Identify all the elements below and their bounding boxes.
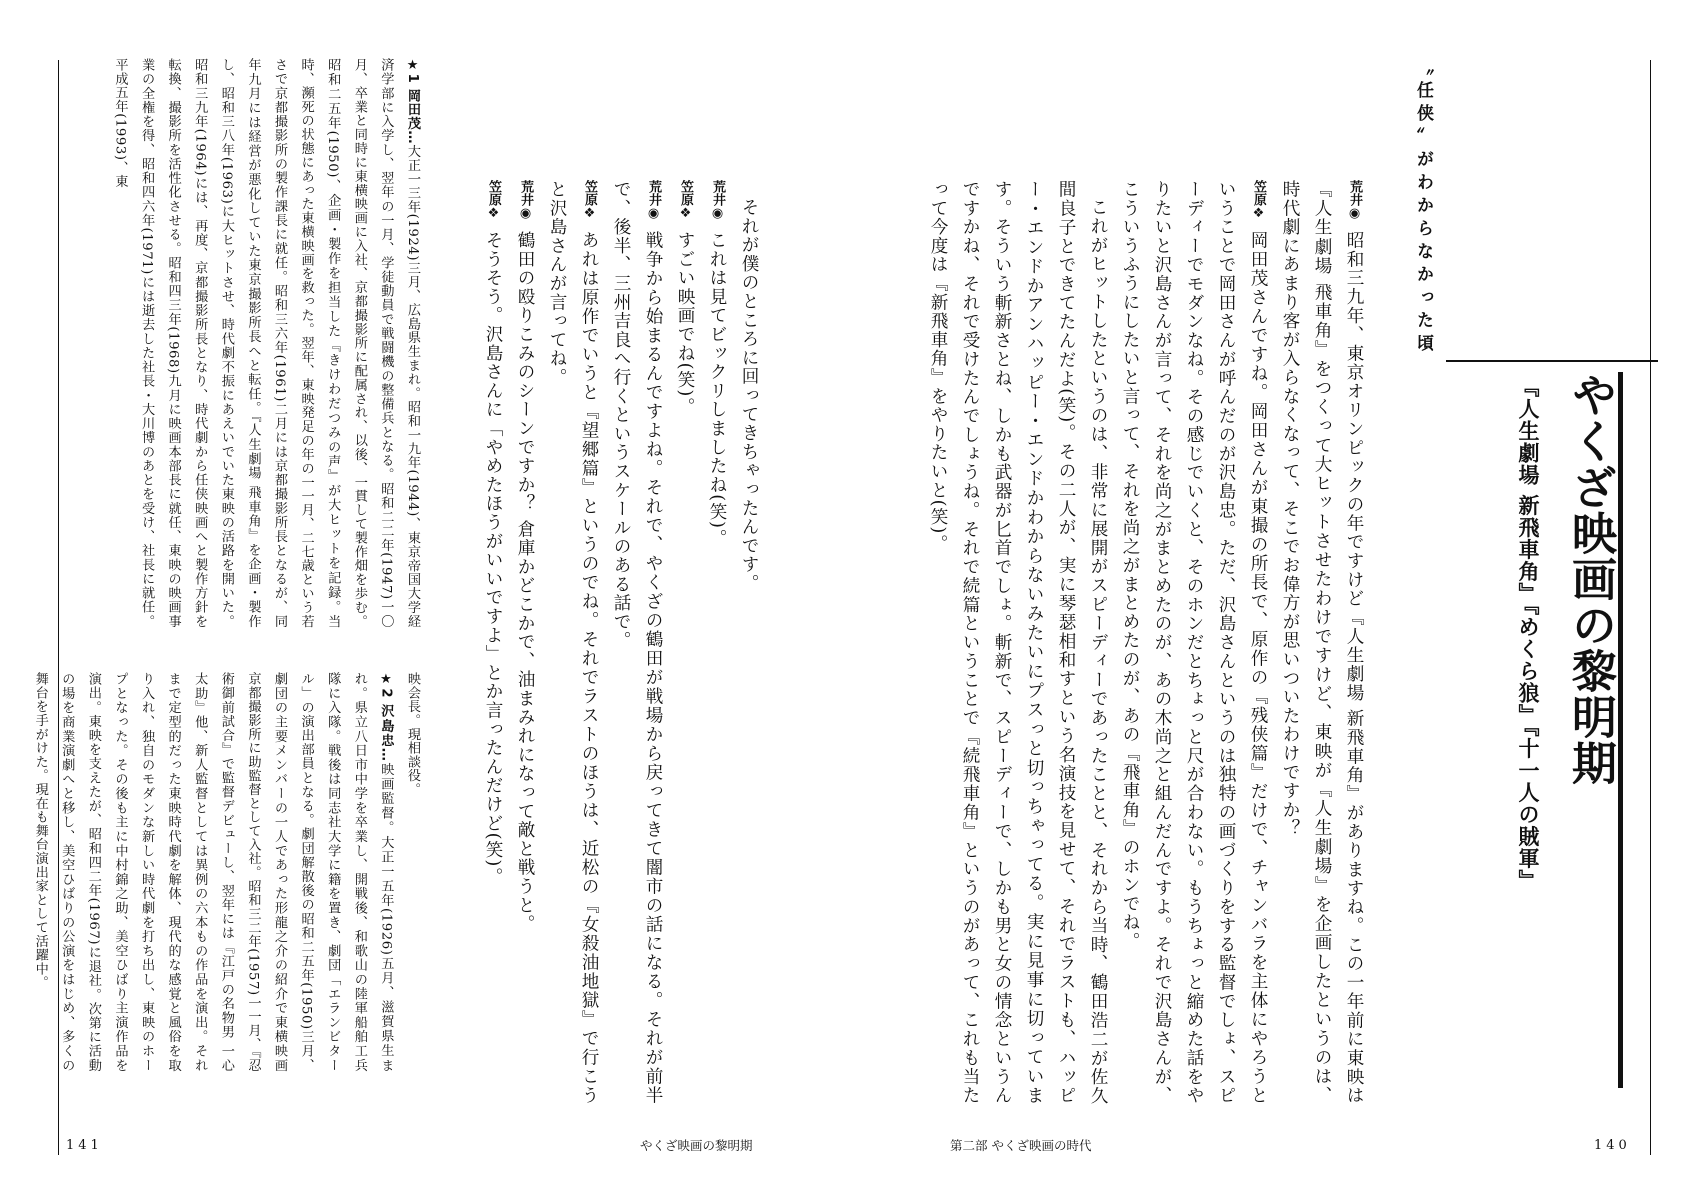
chapter-title: やくざ映画の黎明期 (1564, 372, 1617, 786)
dialogue-turn (477, 180, 509, 1105)
left-page-number: 141 (66, 1138, 103, 1153)
heading-rule (1446, 360, 1658, 362)
dialogue-text: すごい映画でね(笑)。 (675, 231, 695, 417)
footnote-mark: ★2 沢島忠… (378, 672, 394, 762)
chapter-title-box (1564, 372, 1616, 1092)
speaker-label: 笠原❖ (678, 180, 693, 221)
speaker-label: 荒井◉ (646, 180, 661, 221)
footnote-mark: ★1 岡田茂… (405, 58, 420, 145)
dialogue-text: あれは原作でいうと『望郷篇』というのでね。それでラストのほうは、近松の『女殺油地獄』で行こうと沢島さんが言ってね。 (547, 180, 599, 1105)
right-running-head: 第二部 やくざ映画の時代 (950, 1138, 1092, 1153)
footnotes-top-block (95, 58, 425, 628)
footnote (26, 672, 398, 1072)
dialogue-text: 岡田茂さんですね。岡田さんが東撮の所長で、原作の『残侠篇』だけで、チャンバラを主体にやろうということで岡田さんが呼んだのが沢島忠。ただ、沢島さんというのは独特の画づくりをする監督でしょ、スピーディーでモダンなね。その感じでいくと、そのホンだとちょっと尺が合わない。もうちょっと縮めた話をやりたいと沢島さんが言って、それを尚之がまとめたのが、あの木尚之と組んだんですよ。それで沢島さんが、こういうふうにしたいと言って、それを尚之がまとめたのが、あの『飛車角』のホンでね。 (1120, 180, 1268, 1105)
dialogue-text: これがヒットしたというのは、非常に展開がスピーディーであったことと、それから当時、鶴田浩二が佐久間良子とできてたんだよ(笑)。その二人が、実に琴瑟相和すという名演技を見せて、それでラストも、ハッピー・エンドかアンハッピー・エンドかわからないみたいにプスっと切っちゃってる。実に見事に切っています。そういう斬新さとね、しかも武器が匕首でしょ。斬新で、スピーディーで、しかも男と女の情念というんですかね、それで受けたんでしょうね。それで続篇ということで『続飛車角』というのがあって、これも当たって今度は『新飛車角』をやりたいと(笑)。 (928, 180, 1108, 1105)
footnote-text: 映画監督。大正一五年(1926)五月、滋賀県生まれ。県立八日市中学を卒業し、開戦後、和歌山の陸軍船舶工兵隊に入隊。戦後は同志社大学に籍を置き、劇団「エランビタール」の演出部員となる。劇団解散後の昭和二五年(1950)三月、劇団の主要メンバーの一人であった形龍之介の紹介で東横映画京都撮影所に助監督として入社。昭和三二年(1957)一一月、『忍術御前試合』で監督デビューし、翌年には『江戸の名物男 一心太助』他、新人監督としては異例の六本もの作品を演出。それまで定型的だった東映時代劇を解体、現代的な感覚と風俗を取り入れ、独自のモダンな新しい時代劇を打ち出し、東映のホープとなった。その後も主に中村錦之助、美空ひばり主演作品を演出。東映を支えたが、昭和四二年(1967)に退社。次第に活動の場を商業演劇へと移し、美空ひばりの公演をはじめ、多くの舞台を手がけた。現在も舞台演出家として活躍中。 (32, 672, 394, 1072)
dialogue-turn (509, 180, 541, 1105)
speaker-label: 笠原❖ (582, 180, 597, 221)
dialogue-turn (922, 180, 1114, 1105)
speaker-label: 笠原❖ (1251, 180, 1266, 221)
dialogue-text: そうそう。沢島さんに「やめたほうがいいですよ」とか言ったんだけど(笑)。 (483, 231, 503, 887)
section-heading-box (1405, 58, 1441, 358)
footnote (398, 672, 425, 1072)
dialogue-text: これは見てビックリしましたね(笑)。 (707, 231, 727, 548)
footnote (106, 58, 425, 628)
dialogue-turn (701, 180, 733, 1105)
speaker-label: 荒井◉ (518, 180, 533, 221)
dialogue-turn (541, 180, 605, 1105)
dialogue-text: 鶴田の殴りこみのシーンですか？ 倉庫かどこかで、油まみれになって敵と戦うと。 (515, 231, 535, 934)
right-page-number: 140 (1594, 1138, 1631, 1153)
speaker-label: 荒井◉ (710, 180, 725, 221)
dialogue-turn (605, 180, 669, 1105)
section-heading: 〝任侠〟がわからなかった頃 (1413, 58, 1433, 357)
footnote-text: 大正一三年(1924)三月、広島県生まれ。昭和一九年(1944)、東京帝国大学経済学部に入学し、翌年の一月、学徒動員で戦闘機の整備兵となる。昭和二二年(1947)一〇月、卒業と同時に東横映画に入社、京都撮影所に配属され、以後、一貫して製作畑を歩む。昭和二五年(1950)、企画・製作を担当した『きけわだつみの声』が大ヒットを記録。当時、瀕死の状態にあった東横映画を救った。翌年、東映発足の年の一一月、二七歳という若さで京都撮影所の製作課長に就任。昭和三六年(1961)二月には京都撮影所長となるが、同年九月には経営が悪化していた東京撮影所長へと転任。『人生劇場 飛車角』を企画・製作し、昭和三八年(1963)に大ヒットさせ、時代劇不振にあえいでいた東映の活路を開いた。昭和三九年(1964)には、再度、京都撮影所長となり、時代劇から任侠映画へと製作方針を転換、撮影所を活性化させる。昭和四三年(1968)九月に映画本部長に就任、東映の映画事業の全権を得、昭和四六年(1971)には逝去した社長・大川博のあとを受け、社長に就任。平成五年(1993)、東 (112, 58, 420, 628)
title-bar (1618, 372, 1623, 1088)
chapter-subtitle: 『人生劇場 新飛車角』『めくら狼』『十一人の賊軍』 (1516, 376, 1540, 892)
dialogue-turn (669, 180, 701, 1105)
speaker-label: 荒井◉ (1347, 180, 1362, 221)
chapter-subtitle-box (1508, 376, 1548, 1096)
footnotes-bottom-block (32, 672, 425, 1072)
footnote-text: 映会長。現相談役。 (405, 672, 420, 797)
dialogue-text: 戦争から始まるんですよね。それで、やくざの鶴田が戦場から戻ってきて闇市の話になる。それが前半で、後半、三州吉良へ行くというスケールのある話で。 (611, 180, 663, 1105)
dialogue-text: 昭和三九年、東京オリンピックの年ですけど『人生劇場 新飛車角』がありますね。この一年前に東映は『人生劇場 飛車角』をつくって大ヒットさせたわけですけど、東映が『人生劇場』を企画したというのは、時代劇にあまり客が入らなくなって、そこでお偉方が思いついたわけですか？ (1280, 180, 1364, 1105)
body-column-right (928, 180, 1370, 1105)
speaker-label: 笠原❖ (486, 180, 501, 221)
dialogue-turn (733, 180, 765, 1105)
dialogue-turn (1114, 180, 1274, 1105)
dialogue-turn (1274, 180, 1370, 1105)
right-page-edge-rule (1650, 60, 1651, 1155)
body-column-left (465, 180, 765, 1105)
left-running-head: やくざ映画の黎明期 (640, 1138, 753, 1153)
dialogue-text: それが僕のところに回ってきちゃったんです。 (739, 197, 759, 593)
